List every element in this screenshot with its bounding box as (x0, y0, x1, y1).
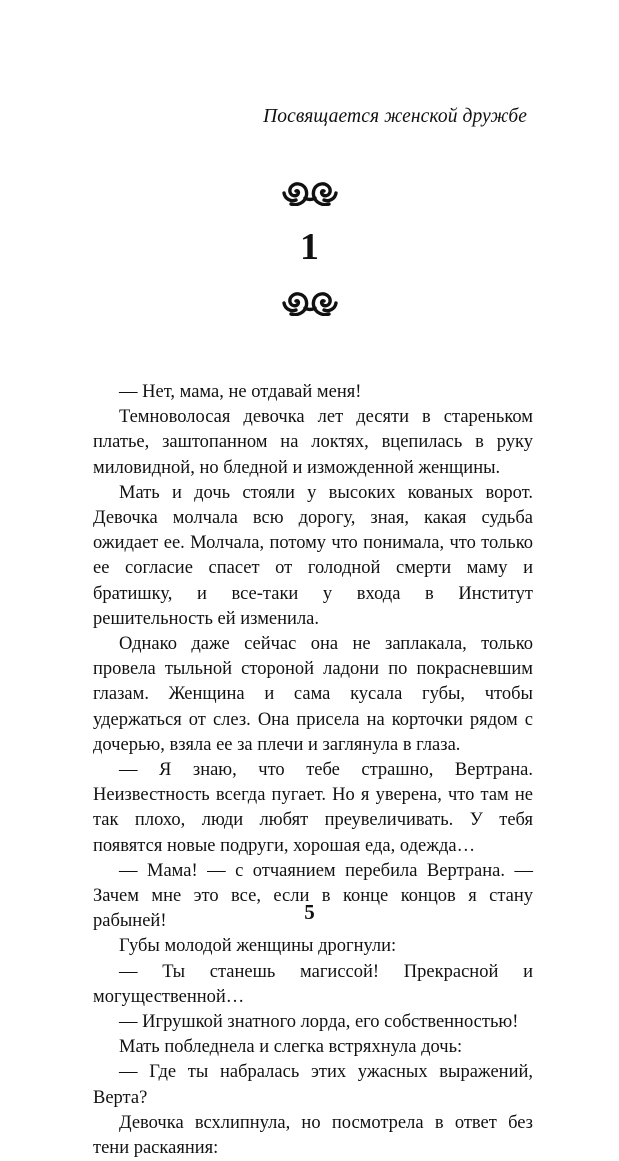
paragraph: — Где ты набралась этих ужасных выражений, Верта? (93, 1062, 533, 1108)
paragraph: Губы молодой женщины дрогнули: (119, 936, 397, 957)
chapter-number: 1 (300, 226, 319, 268)
bottom-ornament (0, 286, 619, 316)
paragraph: Девочка всхлипнула, но посмотрела в ответ без тени раскаяния: (93, 1112, 533, 1159)
double-spiral-ornament-icon (281, 176, 339, 206)
paragraph: — Я знаю, что тебе страшно, Вертрана. Неизвестность всегда пугает. Но я уверена, что там не так плохо, люди любят преувеличивать. У тебя появятся новые подруги, хорошая еда, одежда… (93, 760, 533, 856)
paragraph: Мать побледнела и слегка встряхнула дочь: (119, 1037, 463, 1058)
top-ornament (0, 176, 619, 206)
paragraph: — Нет, мама, не отдавай меня! (119, 382, 362, 402)
page-number: 5 (304, 900, 315, 924)
paragraph: Мать и дочь стояли у высоких кованых ворот. Девочка молчала всю дорогу, зная, какая судьба ожидает ее. Молчала, потому что понимала, что только ее согласие спасет от голодной смерти маму и братишку, и все-таки у входа в Институт решительность ей изменила. (93, 482, 533, 629)
paragraph: — Ты станешь магиссой! Прекрасной и могущественной… (93, 961, 533, 1007)
double-spiral-ornament-icon (281, 286, 339, 316)
paragraph: Темноволосая девочка лет десяти в стареньком платье, заштопанном на локтях, вцепилась в руку миловидной, но бледной и изможденной женщины. (93, 407, 533, 478)
paragraph: — Мама! — с отчаянием перебила Вертрана. — Зачем мне это все, если в конце концов я стану рабыней! (93, 860, 533, 932)
chapter-text (93, 380, 533, 1161)
paragraph: — Игрушкой знатного лорда, его собственностью! (119, 1012, 519, 1033)
paragraph: Однако даже сейчас она не заплакала, только провела тыльной стороной ладони по покрасневшим глазам. Женщина и сама кусала губы, чтобы удержаться от слез. Она присела на корточки рядом с дочерью, взяла ее за плечи и заглянула в глаза. (93, 634, 533, 755)
dedication: Посвящается женской дружбе (263, 106, 527, 127)
